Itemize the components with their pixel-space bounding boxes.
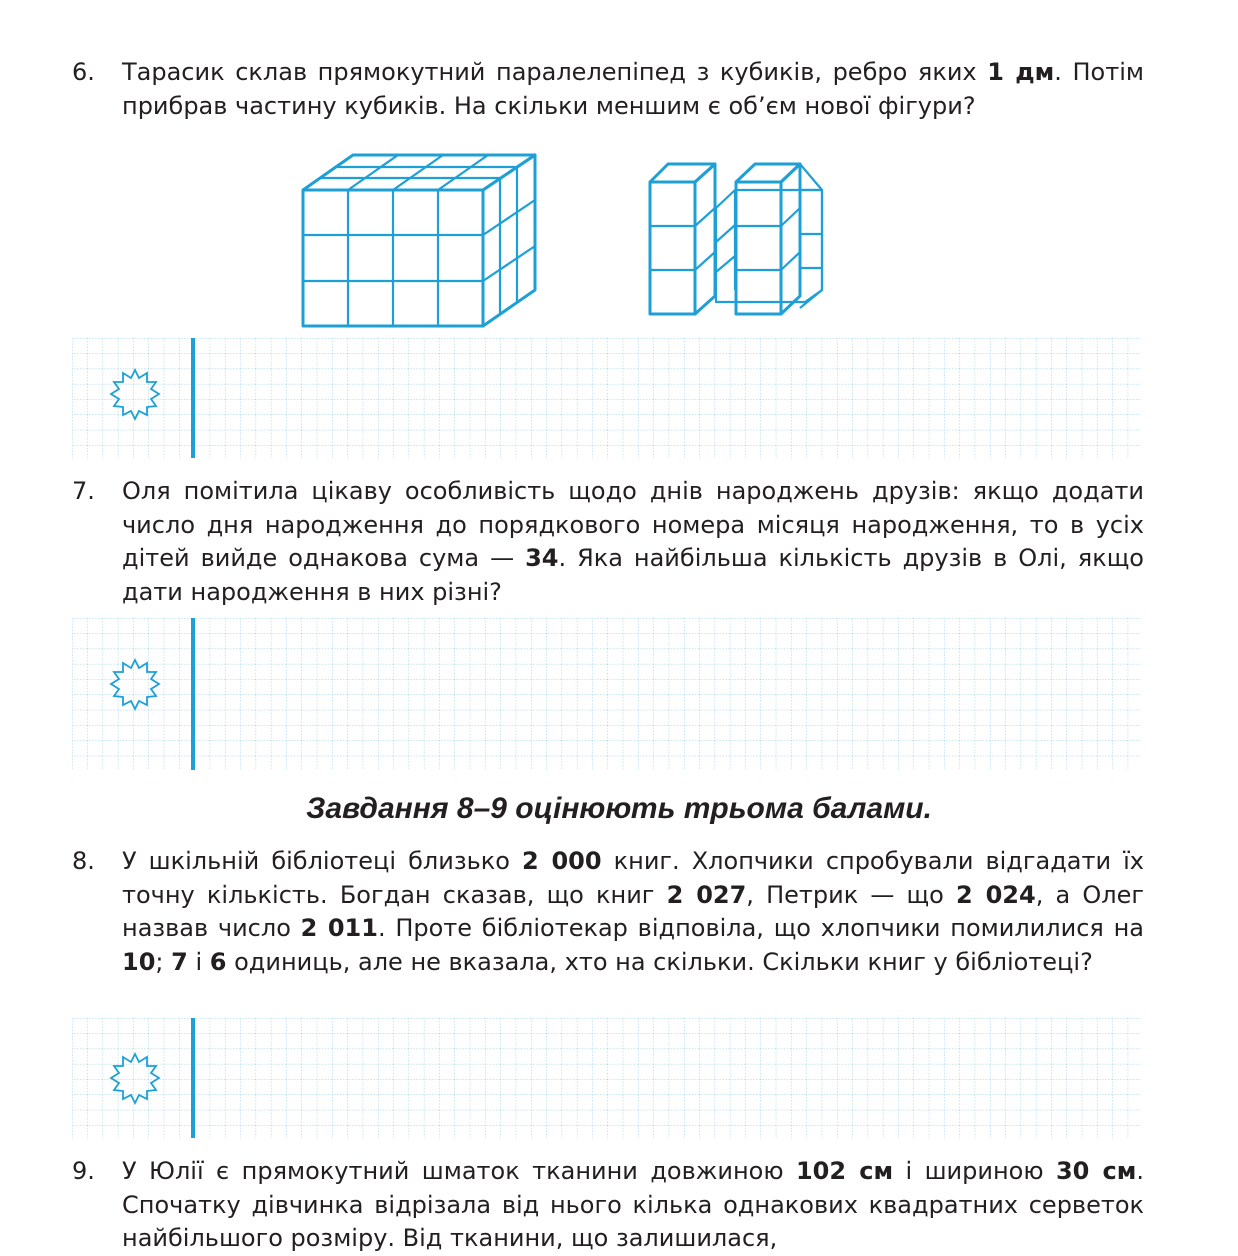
task-8 <box>72 845 1144 979</box>
answer-grid-7[interactable] <box>72 618 1140 770</box>
task-text: Оля помітила цікаву особливість щодо днів народжень друзів: якщо додати число дня народження до порядкового номера місяця народження, то в усіх дітей вийде однакова сума — 34. Яка найбільша кількість друзів в Олі, якщо дати народження в них різні? <box>122 477 1144 606</box>
task-6 <box>72 56 1144 123</box>
answer-grid-6[interactable] <box>72 338 1140 458</box>
task-number: 6. <box>72 58 95 86</box>
task-text: Тарасик склав прямокутний паралелепіпед з кубиків, ребро яких 1 дм. Потім прибрав частину кубиків. На скільки меншим є об’єм нової фігури? <box>122 58 1144 120</box>
task-number: 8. <box>72 847 95 875</box>
task-number: 7. <box>72 477 95 505</box>
task-text: У Юлії є прямокутний шматок тканини довжиною 102 см і шириною 30 см. Спочатку дівчинка відрізала від нього кілька однакових квадратних серветок найбільшого розміру. Від тканини, що залишилася, <box>122 1157 1144 1252</box>
task-number: 9. <box>72 1157 95 1185</box>
section-heading: Завдання 8–9 оцінюють трьома балами. <box>306 792 932 825</box>
answer-grid-8[interactable] <box>72 1018 1140 1138</box>
task-7 <box>72 475 1144 609</box>
parallelepiped-figure <box>303 155 535 326</box>
task-text: У шкільній бібліотеці близько 2 000 книг. Хлопчики спробували відгадати їх точну кількість. Богдан сказав, що книг 2 027, Петрик — що 2 024, а Олег назвав число 2 011. Проте бібліотекар відповіла, що хлопчики помилилися на 10; 7 і 6 одиниць, але не вказала, хто на скільки. Скільки книг у бібліотеці? <box>122 847 1145 976</box>
remaining-figure <box>650 164 822 314</box>
task-9 <box>72 1155 1144 1256</box>
cube-figures <box>290 150 835 335</box>
